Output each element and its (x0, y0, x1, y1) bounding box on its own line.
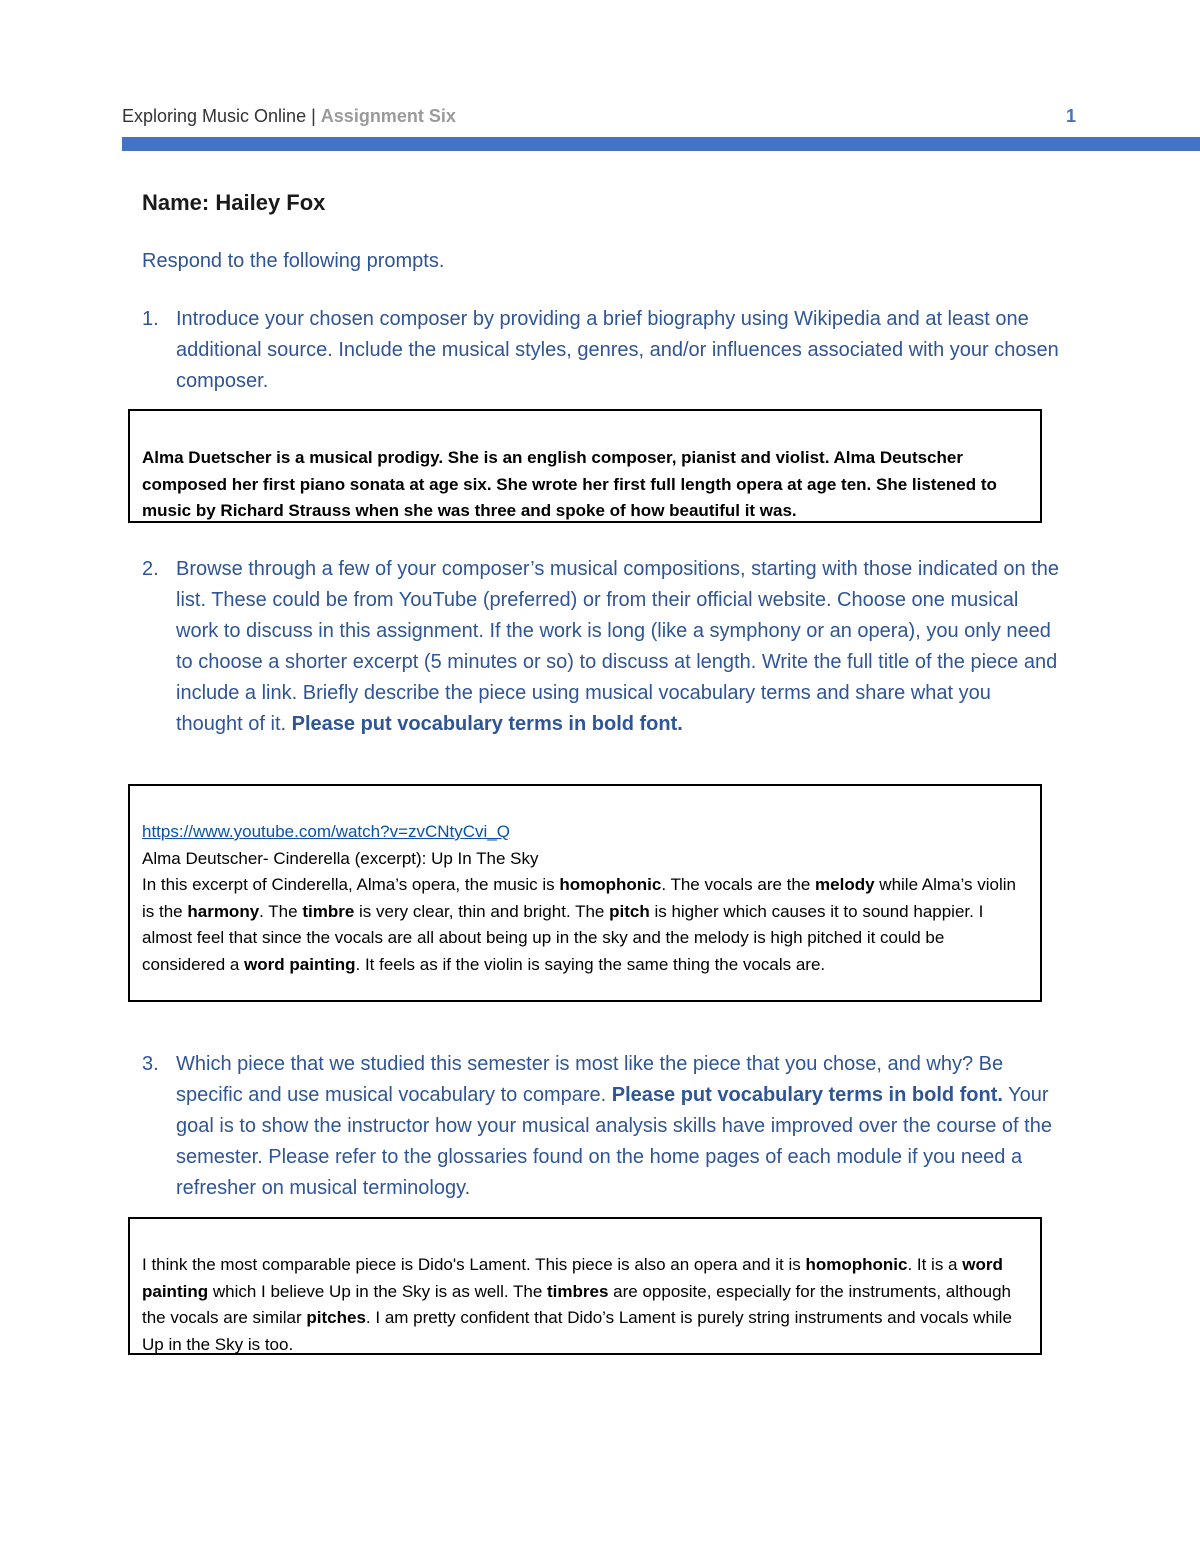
text-run: . It feels as if the violin is saying the same thing the vocals are. (355, 954, 826, 974)
text-run: while Alma’s violin is the (142, 875, 1016, 921)
text-run: . The vocals are the (661, 875, 816, 894)
text-run: which I believe Up in the Sky is as well. The (208, 1281, 548, 1301)
prompt-text (176, 554, 1062, 740)
prompt-3 (142, 1049, 1062, 1204)
vocab-term: homophonic (559, 875, 662, 894)
prompt-text: Introduce your chosen composer by providing a brief biography using Wikipedia and at least one additional source. Include the musical styles, genres, and/or influences associated with your chosen composer. (176, 308, 1059, 392)
header-rule-bar (122, 137, 1200, 151)
vocab-term: word painting (244, 954, 356, 974)
prompt-number: 1. (142, 308, 159, 330)
header-separator: | (311, 106, 316, 126)
page-number: 1 (1065, 106, 1076, 126)
answer-2-text (142, 872, 1028, 978)
prompt-body: Which piece that we studied this semester is most like the piece that you chose, and why? Be specific and use musical vocabulary to compare. (176, 1053, 1004, 1106)
piece-title: Alma Deutscher- Cinderella (excerpt): Up In The Sky (142, 848, 539, 868)
text-run: In this excerpt of Cinderella, Alma’s opera, the music is (142, 875, 560, 894)
prompt-1 (142, 304, 1062, 397)
vocab-term: harmony (187, 901, 260, 921)
header-subtitle: Assignment Six (320, 106, 456, 126)
page-header (122, 106, 1076, 127)
vocab-term: timbre (302, 901, 355, 921)
text-run: . I am pretty confident that Dido’s Lament is purely string instruments and vocals while Up in the Sky is too. (142, 1308, 1012, 1354)
prompt-text (176, 1049, 1062, 1204)
text-run: . It is a (907, 1255, 963, 1274)
text-run: is very clear, thin and bright. The (354, 901, 610, 921)
vocab-term: pitches (306, 1308, 366, 1327)
prompt-number: 2. (142, 558, 159, 580)
prompt-bold-instruction: Please put vocabulary terms in bold font. (611, 1084, 1003, 1106)
prompt-bold-instruction: Please put vocabulary terms in bold font. (291, 713, 683, 735)
text-run: are opposite, especially for the instruments, although the vocals are similar (142, 1281, 1012, 1327)
prompt-body-continued: Your goal is to show the instructor how your musical analysis skills have improved over the course of the semester. Please refer to the glossaries found on the home pages of each module if you need a refresher on musical terminology. (176, 1084, 1052, 1199)
text-run: is higher which causes it to sound happier. I almost feel that since the vocals are all about being up in the sky and the melody is high pitched it could be considered a (142, 901, 984, 974)
text-run: . The (259, 901, 303, 921)
prompt-body: Browse through a few of your composer’s musical compositions, starting with those indicated on the list. These could be from YouTube (preferred) or from their official website. Choose one musical work to discuss in this assignment. If the work is long (like a symphony or an opera), you only need to choose a shorter excerpt (5 minutes or so) to discuss at length. Write the full title of the piece and include a link. Briefly describe the piece using musical vocabulary terms and share what you thought of it. (176, 558, 1060, 735)
answer-box-1 (128, 409, 1042, 523)
answer-box-2 (128, 784, 1042, 1002)
vocab-term: homophonic (805, 1255, 908, 1274)
vocab-term: timbres (547, 1281, 609, 1301)
vocab-term: word painting (142, 1255, 1003, 1301)
student-name: Name: Hailey Fox (142, 190, 326, 215)
vocab-term: pitch (609, 901, 650, 921)
instructions: Respond to the following prompts. (142, 250, 445, 272)
prompt-number: 3. (142, 1053, 159, 1075)
text-run: I think the most comparable piece is Dido's Lament. This piece is also an opera and it is (142, 1255, 806, 1274)
answer-box-3 (128, 1217, 1042, 1355)
vocab-term: melody (815, 875, 875, 894)
prompt-2 (142, 554, 1062, 740)
youtube-link[interactable]: https://www.youtube.com/watch?v=zvCNtyCvi_Q (142, 822, 510, 841)
header-title: Exploring Music Online (122, 106, 307, 126)
answer-3-text (142, 1252, 1028, 1355)
answer-1-text: Alma Duetscher is a musical prodigy. She is an english composer, pianist and violist. Alma Deutscher composed her first piano sonata at age six. She wrote her first full length opera at age ten. She listened to music by Richard Strauss when she was three and spoke of how beautiful it was. (142, 448, 997, 520)
